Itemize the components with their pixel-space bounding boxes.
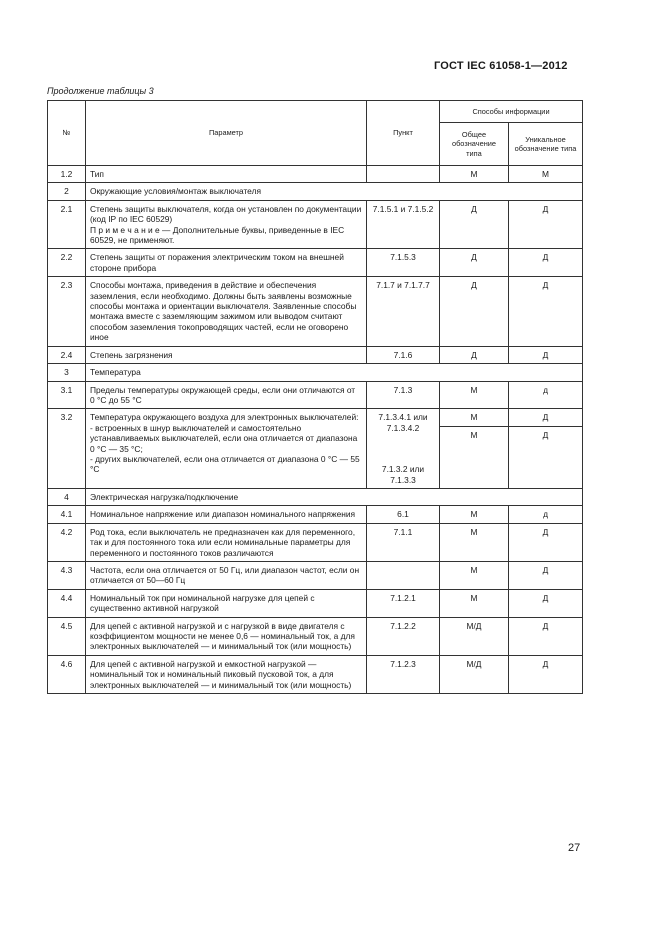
- table-caption: Продолжение таблицы 3: [47, 86, 154, 96]
- row-clause: 7.1.5.1 и 7.1.5.2: [367, 200, 440, 249]
- section-num: 4: [48, 488, 86, 505]
- row-unique-cell: [509, 409, 583, 489]
- row-unique: Д: [509, 200, 583, 249]
- section-title: Электрическая нагрузка/подключение: [86, 488, 583, 505]
- row-num: 4.4: [48, 589, 86, 617]
- table-row: [48, 523, 583, 561]
- row-general: М: [440, 506, 509, 523]
- row-param: Температура окружающего воздуха для электронных выключателей:: [90, 412, 359, 423]
- table-row: [48, 249, 583, 277]
- row-param: Частота, если она отличается от 50 Гц, или диапазон частот, если он отличается от 50—60 Гц: [86, 561, 367, 589]
- row-param: Тип: [86, 166, 367, 183]
- section-num: 2: [48, 183, 86, 200]
- row-param: Номинальный ток при номинальной нагрузке для цепей с существенно активной нагрузкой: [86, 589, 367, 617]
- section-row: [48, 183, 583, 200]
- page-number: 27: [568, 842, 581, 854]
- row-general: М: [440, 523, 509, 561]
- row-num: 3.2: [48, 409, 86, 489]
- row-clause-cell: [367, 409, 440, 489]
- row-num: 2.4: [48, 346, 86, 363]
- header-num: №: [48, 101, 86, 166]
- row-general: М/Д: [440, 617, 509, 655]
- row-general-cell: [440, 409, 509, 489]
- row-clause: 6.1: [367, 506, 440, 523]
- table-row: [48, 589, 583, 617]
- row-param-cell: [86, 409, 367, 489]
- header-clause: Пункт: [367, 101, 440, 166]
- row-clause: 7.1.2.1: [367, 589, 440, 617]
- row-general: Д: [440, 277, 509, 346]
- row-general: Д: [440, 346, 509, 363]
- row-unique: Д: [542, 412, 549, 423]
- row-general: М: [440, 589, 509, 617]
- row-unique: Д: [509, 655, 583, 693]
- row-subitem: - встроенных в шнур выключателей и самостоятельно устанавливаемых выключателей, если она отличается от диапазона 0 °С — 35 °С;: [90, 422, 358, 454]
- row-clause: 7.1.5.3: [367, 249, 440, 277]
- row-num: 4.6: [48, 655, 86, 693]
- document-standard-code: ГОСТ IEC 61058-1—2012: [434, 60, 568, 72]
- row-unique: Д: [509, 346, 583, 363]
- parameters-table: [47, 100, 583, 694]
- row-general: М: [440, 561, 509, 589]
- header-general-designation: Общее обозначение типа: [440, 123, 509, 166]
- row-num: 4.3: [48, 561, 86, 589]
- table-row: [48, 617, 583, 655]
- row-unique: д: [509, 381, 583, 409]
- row-unique: М: [509, 166, 583, 183]
- row-subitem: - других выключателей, если она отличается от диапазона 0 °С — 55 °С: [90, 453, 360, 475]
- section-row: [48, 364, 583, 381]
- row-num: 2.2: [48, 249, 86, 277]
- row-clause: 7.1.6: [367, 346, 440, 363]
- row-param: Пределы температуры окружающей среды, если они отличаются от 0 °С до 55 °С: [86, 381, 367, 409]
- row-num: 4.2: [48, 523, 86, 561]
- table-row: [48, 346, 583, 363]
- row-param: Способы монтажа, приведения в действие и обеспечения заземления, если необходимо. Должны быть заявлены возможные способы монтажа и ориентации выключателя. Заявленные способы монтажа вместе с заземляющим зажимом или выводом считают способом заземления токопроводящих частей, если не оговорено иное: [86, 277, 367, 346]
- header-unique-designation: Уникальное обозначение типа: [509, 123, 583, 166]
- row-unique: Д: [509, 426, 582, 440]
- row-general: М/Д: [440, 655, 509, 693]
- row-param: Степень защиты выключателя, когда он установлен по документации (код IP по IEC 60529): [90, 203, 362, 225]
- section-title: Температура: [86, 364, 583, 381]
- row-unique: Д: [509, 589, 583, 617]
- row-unique: Д: [509, 277, 583, 346]
- row-unique: Д: [509, 617, 583, 655]
- row-num: 4.1: [48, 506, 86, 523]
- row-general: М: [440, 426, 508, 440]
- row-clause: 7.1.3.2 или 7.1.3.3: [381, 464, 425, 485]
- row-clause: 7.1.2.3: [367, 655, 440, 693]
- row-general: Д: [440, 200, 509, 249]
- table-row: [48, 277, 583, 346]
- row-num: 4.5: [48, 617, 86, 655]
- row-clause: 7.1.3: [367, 381, 440, 409]
- row-unique: Д: [509, 249, 583, 277]
- row-general: М: [440, 381, 509, 409]
- row-param: Степень защиты от поражения электрическим током на внешней стороне прибора: [86, 249, 367, 277]
- row-general: М: [440, 166, 509, 183]
- row-param-cell: [86, 200, 367, 249]
- table-row: [48, 200, 583, 249]
- table-row: [48, 655, 583, 693]
- row-clause: 7.1.3.4.1 или 7.1.3.4.2: [378, 412, 428, 433]
- row-note: П р и м е ч а н и е — Дополнительные буквы, приведенные в IEC 60529, не применяют.: [90, 224, 345, 246]
- table-row: [48, 409, 583, 489]
- row-general: М: [470, 412, 478, 423]
- row-param: Для цепей с активной нагрузкой и с нагрузкой в виде двигателя с коэффициентом мощности не менее 0,6 — номинальный ток, а для электронных выключателей — и минимальный ток (или мощность): [86, 617, 367, 655]
- table-row: [48, 166, 583, 183]
- row-unique: Д: [509, 523, 583, 561]
- row-param: Для цепей с активной нагрузкой и емкостной нагрузкой — номинальный ток и номинальный пиковый пусковой ток, а для электронных выключателей — и минимальный ток (или мощность): [86, 655, 367, 693]
- row-general: Д: [440, 249, 509, 277]
- table-row: [48, 506, 583, 523]
- header-info-methods: Способы информации: [440, 101, 583, 123]
- table-row: [48, 561, 583, 589]
- table-row: [48, 381, 583, 409]
- section-title: Окружающие условия/монтаж выключателя: [86, 183, 583, 200]
- row-param: Род тока, если выключатель не предназначен как для переменного, так и для постоянного тока или если номинальные параметры для переменного и постоянного токов различаются: [86, 523, 367, 561]
- row-clause: 7.1.1: [367, 523, 440, 561]
- row-clause: [367, 561, 440, 589]
- row-clause: 7.1.2.2: [367, 617, 440, 655]
- row-param: Номинальное напряжение или диапазон номинального напряжения: [86, 506, 367, 523]
- row-num: 3.1: [48, 381, 86, 409]
- row-num: 1.2: [48, 166, 86, 183]
- row-unique: д: [509, 506, 583, 523]
- row-num: 2.3: [48, 277, 86, 346]
- section-num: 3: [48, 364, 86, 381]
- row-unique: Д: [509, 561, 583, 589]
- row-num: 2.1: [48, 200, 86, 249]
- row-clause: 7.1.7 и 7.1.7.7: [367, 277, 440, 346]
- row-clause: [367, 166, 440, 183]
- header-parameter: Параметр: [86, 101, 367, 166]
- row-param: Степень загрязнения: [86, 346, 367, 363]
- section-row: [48, 488, 583, 505]
